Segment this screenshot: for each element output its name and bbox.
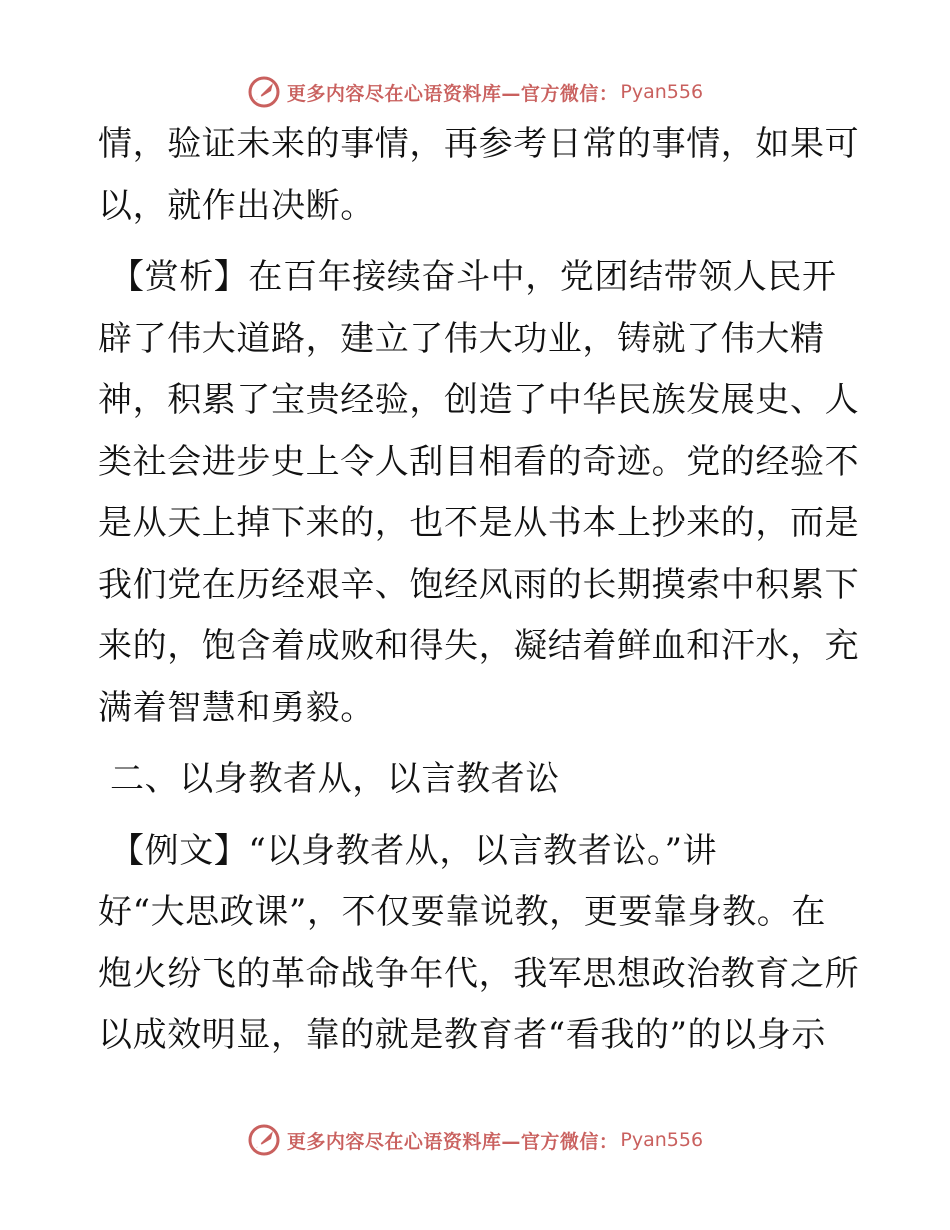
watermark-text: 更多内容尽在心语资料库—官方微信： bbox=[286, 82, 619, 105]
paragraph-line: 我们党在历经艰辛、饱经风雨的长期摸索中积累下 bbox=[98, 564, 860, 605]
paragraph-line: 是从天上掉下来的，也不是从书本上抄来的，而是 bbox=[98, 503, 860, 543]
watermark-wechat-id: Pyan556 bbox=[620, 1129, 704, 1151]
paragraph-line: 好“大思政课”，不仅要靠说教，更要靠身教。在 bbox=[98, 892, 826, 932]
paragraph-line: 情，验证未来的事情，再参考日常的事情，如果可 bbox=[98, 124, 860, 164]
paragraph-line: 辟了伟大道路，建立了伟大功业，铸就了伟大精 bbox=[98, 318, 825, 359]
watermark-header bbox=[0, 72, 950, 112]
paragraph-line: 【赏析】在百年接续奋斗中，党团结带领人民开 bbox=[110, 257, 837, 297]
paragraph-line: 满着智慧和勇毅。 bbox=[98, 687, 375, 728]
quill-seal-icon bbox=[247, 75, 281, 109]
paragraph-line: 【例文】“以身教者从，以言教者讼。”讲 bbox=[110, 830, 718, 871]
paragraph-line: 类社会进步史上令人刮目相看的奇迹。党的经验不 bbox=[98, 441, 860, 482]
paragraph-line: 炮火纷飞的革命战争年代，我军思想政治教育之所 bbox=[98, 953, 860, 994]
document-body bbox=[98, 114, 858, 1067]
section-heading: 二、以身教者从，以言教者讼 bbox=[110, 759, 560, 799]
watermark-text: 更多内容尽在心语资料库—官方微信： bbox=[286, 1130, 619, 1153]
paragraph-line: 神，积累了宝贵经验，创造了中华民族发展史、人 bbox=[98, 380, 860, 420]
paragraph-line: 以成效明显，靠的就是教育者“看我的”的以身示 bbox=[98, 1015, 826, 1055]
watermark-footer bbox=[0, 1120, 950, 1160]
paragraph-line: 以，就作出决断。 bbox=[98, 185, 375, 226]
watermark-wechat-id: Pyan556 bbox=[620, 81, 704, 103]
paragraph-line: 来的，饱含着成败和得失，凝结着鲜血和汗水，充 bbox=[98, 626, 860, 666]
quill-seal-icon bbox=[247, 1123, 281, 1157]
